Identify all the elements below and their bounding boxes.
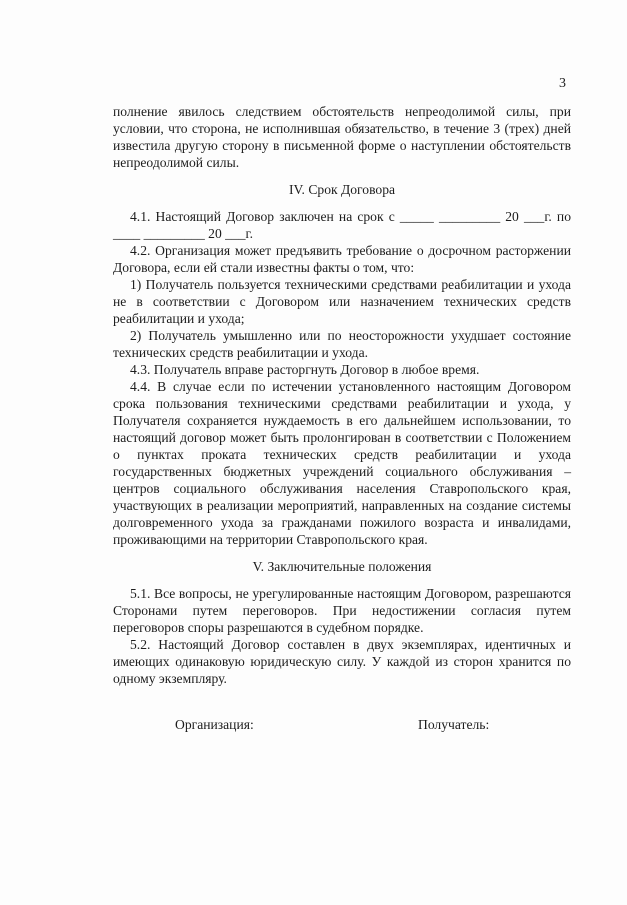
document-body (113, 103, 571, 687)
signature-recipient-label: Получатель: (418, 717, 490, 732)
paragraph-4-2: 4.2. Организация может предъявить требование о досрочном расторжении Договора, если ей стали известны факты о том, что: (113, 243, 571, 275)
paragraph-4-2-item-2: 2) Получатель умышленно или по неосторожности ухудшает состояние технических средств реабилитации и ухода. (113, 328, 571, 360)
paragraph-4-1: 4.1. Настоящий Договор заключен на срок с _____ _________ 20 ___г. по ____ _________ 20 ___г. (113, 209, 571, 241)
paragraph-4-3: 4.3. Получатель вправе расторгнуть Договор в любое время. (130, 362, 480, 377)
section-heading-v: V. Заключительные положения (252, 559, 432, 574)
paragraph-5-2: 5.2. Настоящий Договор составлен в двух экземплярах, идентичных и имеющих одинаковую юридическую силу. У каждой из сторон хранится по одному экземпляру. (113, 637, 571, 686)
paragraph-5-1: 5.1. Все вопросы, не урегулированные настоящим Договором, разрешаются Сторонами путем переговоров. При недостижении согласия путем переговоров споры разрешаются в судебном порядке. (113, 586, 571, 635)
section-heading-iv: IV. Срок Договора (288, 182, 396, 197)
paragraph-4-4: 4.4. В случае если по истечении установленного настоящим Договором срока пользования техническими средствами реабилитации и ухода, у Получателя сохраняется нуждаемость в его дальнейшем использовании, то настоящий договор может быть пролонгирован в соответствии с Положением о пунктах проката технических средств реабилитации и ухода государственных бюджетных учреждений социального обслуживания – центров социального обслуживания населения Ставропольского края, участвующих в реализации мероприятий, направленных на создание системы долговременного ухода за гражданами пожилого возраста и инвалидами, проживающими на территории Ставропольского края. (113, 379, 571, 547)
signature-organization-label: Организация: (175, 717, 254, 732)
page-number: 3 (559, 76, 566, 91)
paragraph-4-2-item-1: 1) Получатель пользуется техническими средствами реабилитации и ухода не в соответствии с Договором или назначением технических средств реабилитации и ухода; (113, 277, 571, 326)
paragraph-force-majeure-end: полнение явилось следствием обстоятельств непреодолимой силы, при условии, что сторона, не исполнившая обязательство, в течение 3 (трех) дней известила другую сторону в письменной форме о наступлении обстоятельств непреодолимой силы. (113, 104, 571, 170)
